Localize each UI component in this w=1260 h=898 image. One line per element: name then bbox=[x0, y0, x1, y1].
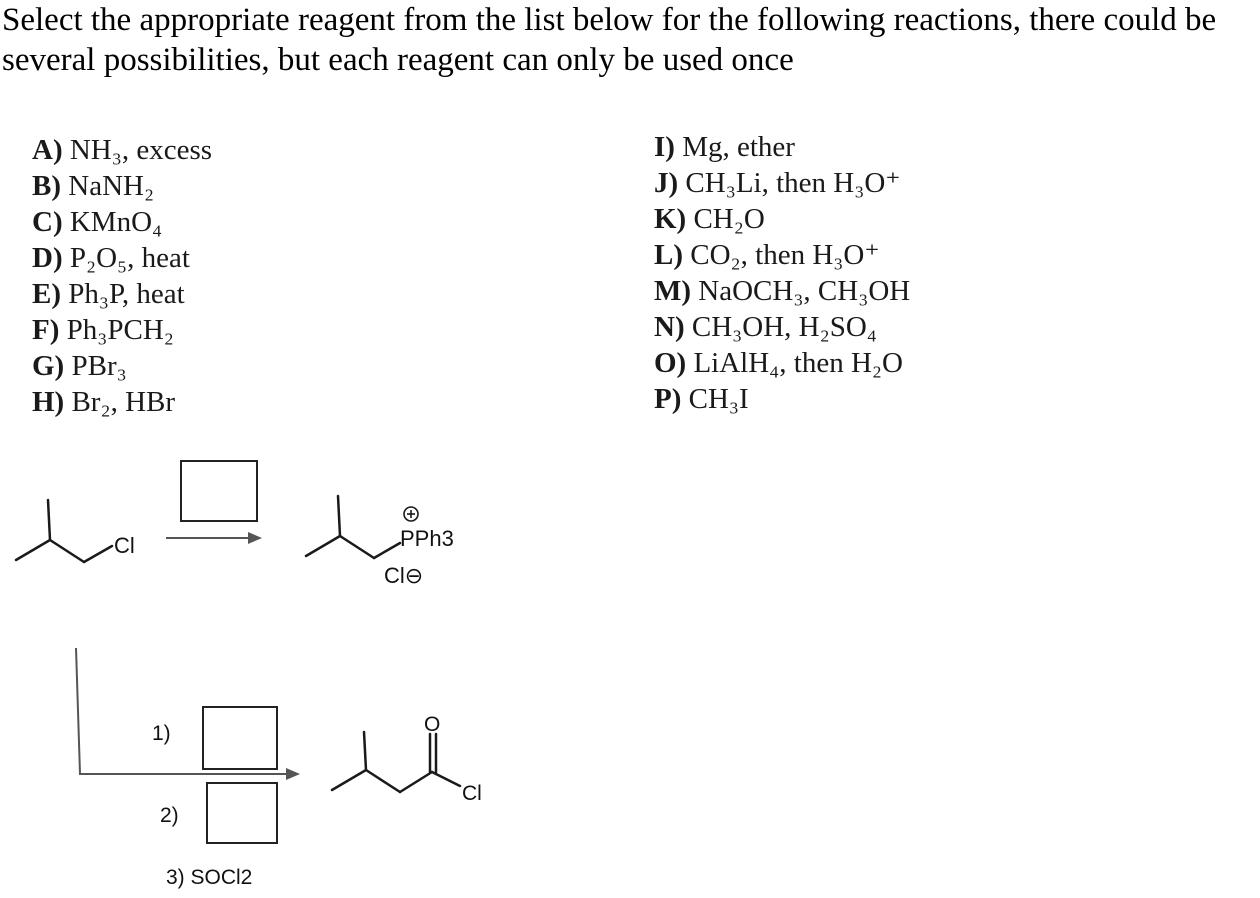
reagent-text: Mg, ether bbox=[682, 131, 795, 163]
reagent-letter: N) bbox=[654, 311, 685, 343]
reagent-letter: K) bbox=[654, 203, 687, 235]
reaction1-reactant-cl: Cl bbox=[114, 533, 135, 558]
reaction1-reactant bbox=[16, 500, 112, 562]
reaction2-step3-text: 3) SOCl2 bbox=[166, 866, 253, 889]
reagent-letter: G) bbox=[32, 350, 65, 382]
reaction2-product-chlorine: Cl bbox=[462, 782, 482, 805]
reaction1-product-pph3: PPh3 bbox=[400, 526, 454, 551]
reagent-letter: O) bbox=[654, 347, 687, 379]
reaction2-product-oxygen: O bbox=[424, 713, 441, 736]
reagent-letter: B) bbox=[32, 170, 61, 202]
reagent-letter: F) bbox=[32, 314, 60, 346]
reagent-letter: D) bbox=[32, 242, 63, 274]
reagent-letter: M) bbox=[654, 275, 692, 307]
reaction2-step1-answer-box[interactable] bbox=[202, 706, 278, 770]
question-prompt: Select the appropriate reagent from the list below for the following reactions, there could be several possibilities, but each reagent can only be used once bbox=[2, 2, 1217, 78]
reagent-letter: P) bbox=[654, 383, 682, 415]
reagent-letter: H) bbox=[32, 386, 65, 418]
reagent-text: NH₃, excess bbox=[69, 134, 213, 166]
reaction2-step1-label: 1) bbox=[152, 722, 171, 745]
reagent-text: CH₂O bbox=[693, 203, 765, 235]
reagent-text: CH₃I bbox=[688, 383, 749, 415]
reaction2-step2-label: 2) bbox=[160, 804, 179, 827]
reaction2-product bbox=[332, 732, 460, 792]
reagent-text: LiAlH₄, then H₂O bbox=[693, 347, 903, 379]
reagent-letter: I) bbox=[654, 131, 675, 163]
reagent-text: Ph₃PCH₂ bbox=[66, 314, 174, 346]
reaction2-step2-answer-box[interactable] bbox=[206, 782, 278, 844]
reagent-text: KMnO₄ bbox=[69, 206, 163, 238]
reaction1-counterion: Cl⊖ bbox=[384, 563, 424, 588]
reaction1-answer-box[interactable] bbox=[180, 460, 258, 522]
reagent-letter: A) bbox=[32, 134, 63, 166]
reagent-letter: E) bbox=[32, 278, 61, 310]
reaction1-product bbox=[306, 496, 400, 558]
reagent-letter: J) bbox=[654, 167, 679, 199]
reagent-text: PBr₃ bbox=[71, 350, 127, 382]
reagent-text: CO₂, then H₃O⁺ bbox=[690, 239, 880, 271]
reagent-letter: C) bbox=[32, 206, 63, 238]
reagent-text: Br₂, HBr bbox=[71, 386, 176, 418]
reagent-letter: L) bbox=[654, 239, 683, 271]
reagent-text: NaNH₂ bbox=[68, 170, 155, 202]
reagent-text: P₂O₅, heat bbox=[69, 242, 190, 274]
reagent-text: CH₃OH, H₂SO₄ bbox=[691, 311, 877, 343]
reagent-text: NaOCH₃, CH₃OH bbox=[698, 275, 911, 307]
reagent-text: Ph₃P, heat bbox=[68, 278, 185, 310]
reagent-text: CH₃Li, then H₃O⁺ bbox=[685, 167, 901, 199]
reaction1-arrow bbox=[166, 532, 262, 544]
